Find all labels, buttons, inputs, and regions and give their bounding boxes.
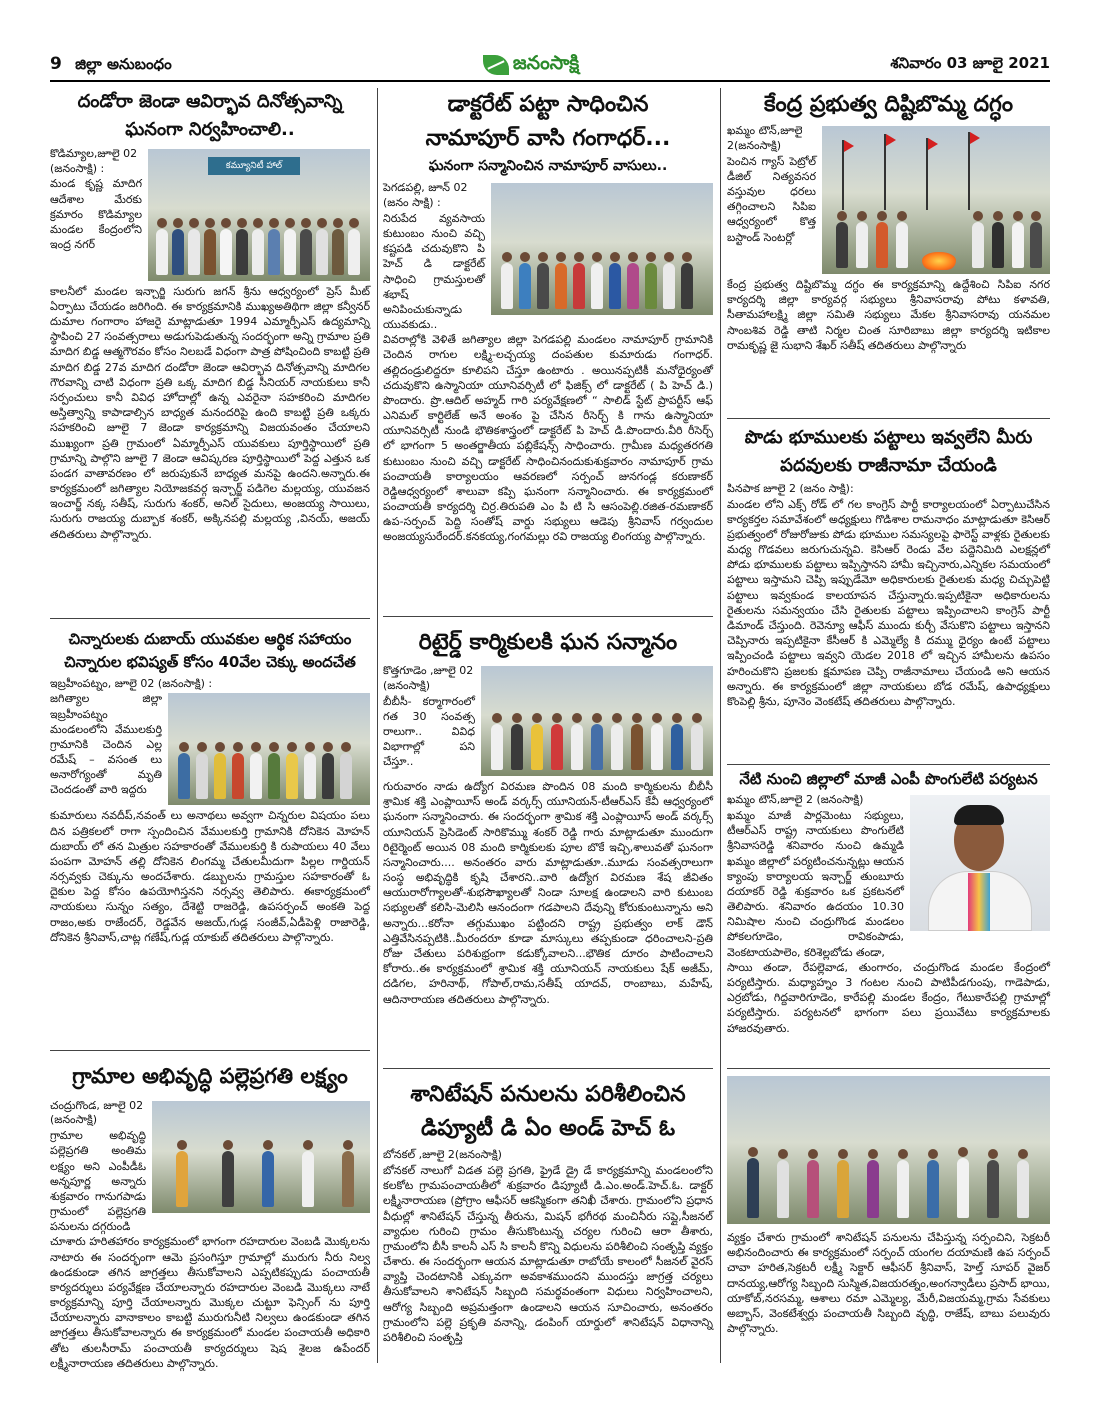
headline-line1: పొడు భూములకు పట్టాలు ఇవ్వలేని మీరు bbox=[744, 427, 1033, 448]
article-body: మండల లోని ఎక్స్ రోడ్ లో గల కాంగ్రెస్ పార్టీ కార్యాలయంలో ఏర్పాటుచేసిన కార్యకర్తల సమావేశంలో అధ్యక్షులు గొడిశాల రామనాధం మాట్లాడుతూ కెసిఆర్ ప్రభుత్వంలో రోజురోజుకు పోడు భూముల సమస్యలపై ఫారెస్ట్ వాళ్లకు రైతులకు మధ్య గొడవలు జరుగుచున్నవి. కెసిఆర్ రెండు వేల పద్దెనిమిది ఎలక్షన్లలో పోడు భూములకు పట్టాలు ఇప్పిస్తానని హామీ ఇచ్చినారు,ఎన్నికల సమయంలో పట్టాలు ఇస్తామని చెప్పి ఇప్పుడేమో అధికారులకు రైతులకు మధ్య చిచ్చుపెట్టి పట్టాలు ఇవ్వకుండ కాలయాపన చేస్తున్నారు.ఇప్పటికైనా అధికారులను రైతులను సమన్వయం చేసి రైతులకు పట్టాలు ఇప్పించాలని కాంగ్రెస్ పార్టీ డిమాండ్ చేస్తుంది. రెవెన్యూ ఆఫీస్ ముందు కుర్చీ వేసుకొని పట్టాలు ఇస్తానని చెప్పినారు ఇప్పటికైనా కేసీఆర్ కి ఎమ్మెల్యే కి దమ్ము ధైర్యం ఉంటే పట్టాలు ఇప్పించండి పట్టాలు ఇవ్వని యెడల 2018 లో ఇచ్చిన హామీలను ఉపసం హరించుకొని ప్రజలకు క్షమాపణ చెప్పి రాజీనామాలు చేయండి అని ఆయన అన్నారు. ఈ కార్యక్రమంలో జిల్లా నాయకులు బోడ రమేష్, ఉపాధ్యక్షులు కొంపెల్లి శ్రీను, పూనెం వెంకటేష్ తదితరులు పాల్గొన్నారు. bbox=[727, 497, 1050, 708]
article-body: కుమారులు నవదీప్,నవంత్ లు అనాథలు అవ్వగా చిన్నరుల విషయం పలు దిన పత్రికలలో రాగా స్పందించిన వేములకుర్తి గ్రామానికి దోనికెన మోహన్ దుబాయ్ లో తన మిత్రుల సహకారంతో వేములకుర్తి కి రుపాయలు 40 వేలు పంపగా మోహన్ తల్లి దోనికెన లింగమ్మ చేతులమీదుగా పిల్లల గార్డియన్ నర్సవ్వకు చెక్కును అందచేశారు. డబ్బులను గ్రామస్తుల సహకారంతో ఓ దైకుల పెద్ద కోసం ఉపయోగిస్తనని నర్సవ్వ తెలిపారు. ఈకార్యక్రమంలో నాయకులు సున్నం సత్యం, దేశెట్టి రాజరెడ్డి, ఉపసర్పంచ్ అంకతి పెద్ద రాజం,అకు రాజేందర్, రెడ్డవేన అజయ్,గుడ్ల సంజీవ్,ఏడీపెళ్లి రాజారెడ్డి, దోనికెన శ్రీనివాస్,చాట్ల గణేష్,గుడ్ల యాకుబ్ తదితరులు పాల్గొన్నారు. bbox=[50, 809, 370, 944]
article-divider bbox=[50, 618, 370, 619]
fire-icon bbox=[922, 252, 956, 270]
article-body: కేంద్ర ప్రభుత్వ దిష్టిబొమ్మ దగ్ధం ఈ కార్యక్రమాన్ని ఉద్దేశించి సిపిఐ నగర కార్యదర్శి జిల్లా కార్యవర్గ సభ్యులు శ్రీనివాసరావు పోటు కళావతి, సీతామహాలక్ష్మి జిల్లా సమితి సభ్యులు మేకల శ్రీనివాసరావు యనమల సాంబశివ రెడ్డి తాటి నిర్మల చింత సూరిబాబు జిల్లా కార్యదర్శి ఇటికాల రామకృష్ణ జై సుభాని శేఖర్ సతీష్ తదితరులు పాల్గొన్నారు bbox=[727, 278, 1050, 352]
article-lead: బీబీసీ- కర్మాగారంలో గత 30 సంవత్స రాలుగా.. వివిధ విభాగాల్లో పని చేస్తూ.. bbox=[383, 694, 475, 769]
headline: గ్రామాల అభివృద్ధి పల్లెప్రగతి లక్ష్యం bbox=[72, 1064, 348, 1088]
article-podu-lands bbox=[727, 424, 1050, 709]
article-lead: గ్రామాల అభివృద్ధి పల్లెప్రగతి అంతిమ లక్ష్యం అని ఎంపీడీఓ అన్నపూర్ణ అన్నారు శుక్రవారం గానుగపాడు గ్రామంలో పల్లెప్రగతి పనులను దగ్గరుండి bbox=[50, 1129, 146, 1234]
article-lead: జగిత్యాల జిల్లా ఇబ్రహీంపట్నం మండలంలోని వేములకుర్తి గ్రామానికి చెందిన ఎల్ల రమేష్ – వసంత లు అనారోగ్యంతో మృతి చెందడంతో వారి ఇద్దరు bbox=[50, 692, 162, 797]
headline-line2: పదవులకు రాజీనామా చేయండి bbox=[780, 454, 997, 476]
headline-line2: నామాపూర్ వాసి గంగాధర్... bbox=[425, 126, 671, 152]
headline-line2: ఘనంగా నిర్వహించాలి.. bbox=[125, 118, 295, 140]
protest-photo bbox=[822, 126, 1050, 274]
column-divider bbox=[377, 88, 378, 1363]
article-effigy-burning bbox=[727, 88, 1050, 353]
issue-date: శనివారం 03 జూలై 2021 bbox=[890, 54, 1050, 72]
article-ponguleti-tour bbox=[727, 768, 1050, 1036]
article-body: వ్యక్తం చేశారు గ్రామంలో శానిటేషన్ పనులను చేపిస్తున్న సర్పంచిని, సెక్రటరీ అభినందించారు ఈ కార్యక్రమంలో సర్పంచ్ యంగల దయామణి ఉప సర్పంచ్ చావా హరిత,సెక్రటరీ లక్ష్మీ సెక్టార్ ఆఫీసర్ శ్రీనివాస్, హెల్త్ సూపర్ వైజర్ దానయ్య,ఆరోగ్య సిబ్బంది సుస్మిత,విజయరత్నం,అంగన్వాడీలు ప్రసాద్ భాయి, యాకోబ్,నరసమ్మ, ఆశాలు రమా ఎమ్మెల్య, మేరీ,విజయమ్మ,గ్రామ సేవకులు అబ్బాస్, వెంకటేశ్వర్లు పంచాయతీ సిబ్బంది వృద్ధి, రాజేష్, బాబు పలువురు పాల్గొన్నారు. bbox=[727, 1231, 1050, 1336]
article-body: సాయి తండా, రేపల్లెవాడ, తుంగారం, చంద్రుగొండ మండల కేంద్రంలో పర్యటిస్తారు. మధ్యాహ్నం 3 గంటల నుంచి పాటిపీడగుంపు, గాడెపాడు, ఎర్రబోడు, గిద్దవారిగూడెం, కారేపల్లి మండల కేంద్రం, గేటుకారేపల్లి గ్రామాల్లో పర్యటిస్తారు. పర్యటనలో భాగంగా పలు ప్రయివేటు కార్యక్రమాలకు హాజరవుతారు. bbox=[727, 960, 1050, 1035]
article-doctorate bbox=[383, 88, 713, 545]
article-divider bbox=[383, 1068, 713, 1069]
article-sanitation-continued bbox=[727, 1076, 1050, 1336]
cheque-handover-photo bbox=[168, 693, 370, 805]
article-divider bbox=[727, 418, 1050, 419]
article-dandora-flag bbox=[50, 88, 370, 542]
column-divider bbox=[720, 88, 721, 1363]
headline-line1: డాక్టరేట్ పట్టా సాధించిన bbox=[447, 92, 649, 117]
page-number: 9 bbox=[50, 53, 62, 74]
article-village-development bbox=[50, 1060, 370, 1371]
article-body: కాలనీలో మండల ఇన్చార్జి సురుగు జగన్ శ్రీను ఆధ్వర్యంలో ప్రెస్ మీట్ ఏర్పాటు చేయడం జరిగింది. ఈ కార్యక్రమానికి ముఖ్యఅతిథిగా జిల్లా కన్వీనర్ దుమాల గంగారాం హాజరై మాట్లాడుతూ 1994 ఎమ్మార్పీఎస్ ఉద్యమాన్ని స్థాపించి 27 సంవత్సరాలు అడుగుపెడుతున్న సందర్భంగా అన్ని గ్రామాల ప్రతి మాదిగ బిడ్డ ఆత్మగౌరవం కోసం నిలబడే విధంగా పాత్ర పోషించింది కాబట్టి ప్రతి మాదిగ బిడ్డ 27వ మాదిగ దండోరా జెండా ఆవిర్భావ దినోత్సవాన్ని మాదిగల గౌరవాన్ని చాటి విధంగా ప్రతి ఒక్క మాదిగ బిడ్డ సీనియర్ నాయకులు కానీ సర్పంచులు కానీ వివిధ హోదాల్లో ఉన్న ఎవరైనా సహకరించి మాదిగల అస్తిత్వాన్ని కాపాడాల్సిన బాధ్యత మనందరిపై ఉంది కాబట్టి ప్రతి ఒక్కరు సహకరించి జూలై 7 జెండా కార్యక్రమాన్ని విజయవంతం చేయాలని ముఖ్యంగా ప్రతి గ్రామంలో ఏమ్మార్పీఎస్ యువకులు పూర్తిస్థాయిలో ప్రతి గ్రామాన్ని పాల్గొని జూలై 7 జెండా ఆవిష్కరణ పూర్తిస్థాయిలో పెద్ద ఎత్తున ఒక పండగ వాతావరణం లో జరుపుకునే బాధ్యత మనపై ఉందని.అన్నారు.ఈ కార్యక్రమంలో జగిత్యాల నియోజకవర్గ ఇన్చార్జ్ పడిగెల మల్లయ్య, యువజన ఇంచార్జ్ నక్క సతీష్, సురుగు శంకర్, అనిల్ సైదులు, అంజయ్య సాయిలు, సురుగు రాజయ్య దుబ్బాక శంకర్, అక్కినపల్లి మల్లయ్య ,వినయ్, అజయ్ తదితరులు పాల్గొన్నారు. bbox=[50, 284, 370, 541]
building-sign: కమ్యూనిటీ హాల్ bbox=[208, 157, 300, 175]
article-body: గురువారం నాడు ఉద్యోగ విరమణ పొందిన 08 మంది కార్మికులను బీబీసీ శ్రామిక శక్తి ఎంప్లాయీస్ అండ్ వర్కర్స్ యూనియన్-టీఆర్ఎస్ కేవీ ఆధ్వర్యంలో ఘనంగా సన్మానించారు. ఈ సందర్భంగా శ్రామిక శక్తి ఎంప్లాయీస్ అండ్ వర్కర్స్ యూనియన్ ప్రెసిడెంట్ సారికొమ్ము శంకర్ రెడ్డి గారు మాట్లాడుతూ ముందుగా రిటైర్మెంట్ అయిన 08 మంది కార్మికులకు పూల బొకే ఇచ్చి,శాలువతో ఘనంగా సన్మానించారు.... అనంతరం వారు మాట్లాడుతూ..మూడు సంవత్సరాలుగా సంస్థ అభివృద్ధికి కృషి చేశారని..వారి ఉద్యోగ విరమణ శేష జీవితం ఆయురారోగ్యాలతో-శుభసౌఖ్యాలతో నిండా సూలక్ష ఉండాలని వారి కుటుంబ సభ్యులతో కలిసి-మెలిసి ఆనందంగా గడపాలని దేవున్ని కోరుకుంటున్నాను అని అన్నారు...కరోనా తగ్గుముఖం పట్టిందని రాష్ట్ర ప్రభుత్వం లాక్ డౌన్ ఎత్తివేసినప్పటికి..మీరందరూ కూడా మాస్కులు తప్పకుండా ధరించాలని-ప్రతి రోజు చేతులు పరిశుభ్రంగా కడుక్కోవాలని...భౌతిక దూరం పాటించాలని కోరారు..ఈ కార్యక్రమంలో శ్రామిక శక్తి యూనియన్ నాయకులు షేక్ అజీమ్, దడిగల, హరినాథ్, గోపాల్,రామ,సతీష్ యాదవ్, రాంబాబు, మహేష్, ఆదినారాయణ తదితరులు పాల్గొన్నారు. bbox=[383, 780, 713, 1006]
retirement-photo bbox=[481, 666, 713, 776]
dateline: పినపాక జూలై 2 (జనం సాక్షి): bbox=[727, 481, 854, 495]
leaf-logo-icon bbox=[483, 55, 509, 75]
section-name: జిల్లా అనుబంధం bbox=[75, 54, 172, 73]
headline-line1: దండోరా జెండా ఆవిర్భావ దినోత్సవాన్ని bbox=[77, 91, 343, 112]
article-divider bbox=[727, 1068, 1050, 1069]
article-lead: నిరుపేద వ్యవసాయ కుటుంబం నుంచి వచ్చి కష్టపడి చదువుకొని పి హెచ్ డి డాక్టరేట్ సాధించి గ్రామస్తులతో శభాష్ అనిపించుకున్నాడు యువకుడు.. bbox=[383, 211, 485, 332]
article-sanitation-inspection bbox=[383, 1078, 713, 1345]
article-dubai-aid bbox=[50, 628, 370, 945]
group-photo bbox=[148, 149, 370, 281]
article-body: చూశారు హరితహారం కార్యక్రమంలో భాగంగా రహదారుల వెంబడి మొక్కలను నాటారు ఈ సందర్భంగా ఆమె ప్రసంగిస్తూ గ్రామాల్లో మురుగు నీరు నిల్వ ఉండకుండా తగిన జాగ్రత్తలు తీసుకోవాలని ఎప్పటికప్పుడు పంచాయతీ కార్యదర్శులు పర్యవేక్షణ చేయాలన్నారు రహదారుల వెంబడి మొక్కలు నాటే కార్యక్రమాన్ని పూర్తి చేయాలన్నారు మొక్కల చుట్టూ ఫెన్సింగ్ ను పూర్తి చేయాలన్నారు వానాకాలం కాబట్టి మురుగునీటి నిల్వలు ఉండకుండా తగిన జాగ్రత్తలు తీసుకోవాలన్నారు ఈ కార్యక్రమంలో మండల పంచాయతీ అధికారి తోట తులసీరామ్ పంచాయతీ కార్యదర్శులు షెష శైలజ ఉపేందర్ లక్ష్మీనారాయణ తదితరులు పాల్గొన్నారు. bbox=[50, 1235, 370, 1370]
headline-line2: చిన్నారుల భవిష్యత్ కోసం 40వేల చెక్కు అందచేత bbox=[64, 653, 356, 672]
headline: నేటి నుంచి జిల్లాలో మాజీ ఎంపీ పొంగులేటి పర్యటన bbox=[739, 770, 1038, 788]
article-divider bbox=[383, 616, 713, 617]
article-divider bbox=[50, 1050, 370, 1051]
dateline: బోనకల్ ,జూలై 2(జనంసాక్షి) bbox=[383, 1148, 502, 1162]
headline: రిటైర్డ్ కార్మికులకి ఘన సన్మానం bbox=[418, 630, 678, 655]
dateline: పెగడపల్లి, జూన్ 02 (జనం సాక్షి) : bbox=[383, 181, 468, 210]
dateline: కొత్తగూడెం ,జూలై 02 (జనంసాక్షి) bbox=[383, 664, 474, 692]
article-lead: పెంచిన గ్యాస్ పెట్రోల్ డీజిల్ నిత్యవసర వస్తువుల ధరలు తగ్గించాలని సిపిఐ ఆధ్వర్యంలో కొత్త బస్టాండ్ సెంటర్లో bbox=[727, 154, 816, 244]
page-header bbox=[50, 50, 1050, 82]
article-retired-workers bbox=[383, 626, 713, 1007]
article-divider bbox=[727, 764, 1050, 765]
headline-line1: శానిటేషన్ పనులను పరిశీలించిన bbox=[410, 1082, 686, 1107]
dateline: చంద్రుగొండ, జూలై 02 (జనంసాక్షి) bbox=[50, 1098, 144, 1127]
dateline: ఇబ్రహీంపట్నం, జూలై 02 (జనంసాక్షి) : bbox=[50, 676, 213, 690]
inspection-photo bbox=[727, 1076, 1050, 1224]
plantation-photo bbox=[152, 1101, 370, 1213]
dateline: ఖమ్మం టౌన్,జూలై 2(జనంసాక్షి) bbox=[727, 124, 803, 152]
dateline: కొడిమ్యాల,జూలై 02 (జనంసాక్షి) : bbox=[50, 146, 138, 175]
header-left bbox=[50, 54, 172, 77]
politician-portrait bbox=[910, 795, 1050, 931]
article-lead: మండ కృష్ణ మాదిగ ఆదేశాల మేరకు క్రమారం కొడిమ్యాల మండల కేంద్రంలోని ఇంద్ర నగర్ bbox=[50, 177, 142, 252]
article-body: బోనకల్ నాలుగో విడత పల్లె ప్రగతి, ఫ్రైడే డ్రై డే కార్యక్రమాన్ని మండలంలోని కలకోట గ్రామపంచాయతీలో శుక్రవారం డిప్యూటీ డి.ఎం.అండ్.హెచ్.ఓ. డాక్టర్ లక్ష్మీనారాయణ (ప్రోగ్రాం ఆఫీసర్ ఆకస్మికంగా తనిఖీ చేశారు. గ్రామంలోని ప్రధాన వీధుల్లో శానిటేషన్ చేస్తున్న తీరును, మిషన్ భగీరథ మంచినీరు సప్లై,సీజనల్ వ్యాధుల గురించి గ్రామం తీసుకొంటున్న చర్యల గురించి ఆరా తీశారు, గ్రామంలోని బీసీ కాలనీ ఎస్ సి కాలనీ కొన్ని విధులను పరిశీలించి సంతృప్తి వ్యక్తం చేశారు. ఈ సందర్భంగా ఆయన మాట్లాడుతూ రాబోయే కాలంలో సీజనల్ వైరస్ వ్యాప్తి చెందటానికి ఎక్కువగా అవకాశముందని ముందస్తు జాగ్రత్త చర్యలు తీసుకోవాలని శానిటేషన్ సిబ్బంది సమర్థవంతంగా విధులు నిర్వహించాలని, ఆరోగ్య సిబ్బంది అప్రమత్తంగా ఉండాలని ఆయన సూచించారు, అనంతరం గ్రామంలోని పల్లె ప్రకృతి వనాన్ని, డంపింగ్ యార్డులో శానిటేషన్ విధానాన్ని పరిశీలించి సంతృప్తి bbox=[383, 1164, 713, 1344]
article-lead: ఖమ్మం మాజీ పార్లమెంటు సభ్యులు, టీఆర్ఎస్ రాష్ట్ర నాయకులు పొంగులేటి శ్రీనివాసరెడ్డి శనివారం నుంచి ఉమ్మడి ఖమ్మం జిల్లాలో పర్యటించనున్నట్లు ఆయన క్యాంపు కార్యాలయ ఇన్చార్జ్ తుంబూరు దయాకర్ రెడ్డి శుక్రవారం ఒక ప్రకటనలో తెలిపారు. శనివారం ఉదయం 10.30 నిమిషాల నుంచి చంద్రుగొండ మండలం పోకలగూడెం, రావికంపాడు, వెంకటాయపాలెం, కరిశెల్లబోడు తండా, bbox=[727, 809, 904, 959]
subheadline: ఘనంగా సన్మానించిన నామాపూర్ వాసులు.. bbox=[428, 158, 668, 175]
headline: కేంద్ర ప్రభుత్వ దిష్టిబొమ్మ దగ్ధం bbox=[764, 92, 1013, 117]
dateline: ఖమ్మం టౌన్,జూలై 2 (జనంసాక్షి) bbox=[727, 793, 864, 807]
headline-line1: చిన్నారులకు దుబాయ్ యువకుల ఆర్థిక సహాయం bbox=[68, 630, 352, 648]
felicitation-photo bbox=[491, 183, 713, 315]
headline-line2: డిప్యూటీ డి ఏం అండ్ హెచ్ ఓ bbox=[420, 1116, 676, 1142]
masthead-name: జనంసాక్షి bbox=[512, 51, 580, 74]
masthead bbox=[483, 52, 579, 79]
article-body: వివరాల్లోకి వెళితే జగిత్యాల జిల్లా పెగడపల్లి మండలం నామాపూర్ గ్రామానికి చెందిన రాగుల లక్ష్మి-లచ్చయ్య దంపతుల కుమారుడు గంగాధర్. తల్లిదండ్రులిద్దరూ కూలిపని చేస్తూ ఉంటారు . అయినప్పటికీ మనోధైర్యంతో చదువుకొని ఉస్మానియా యూనివర్సిటీ లో ఫిజిక్స్ లో డాక్టరేట్ ( పి హెచ్ డి.) పొందారు. ప్రొ.ఆదిల్ అహ్మద్ గారి పర్యవేక్షణలో “ సాలిడ్ స్టేట్ ప్రాపర్టీస్ ఆఫ్ ఎనిమల్ కార్టిలేజ్ అనే అంశం పై చేసిన రీసెర్చ్ కి గాను ఉస్మానియా యూనివర్సిటీ నుండి భౌతికశాస్త్రంలో డాక్టరేట్ పి హెచ్ డి.పొందారు.వీరి రీసెర్చ్ లో భాగంగా 5 అంతర్జాతీయ పబ్లికేషన్స్ సాధించారు. గ్రామీణ మధ్యతరగతి కుటుంబం నుంచి వచ్చి డాక్టరేట్ సాధించినందుకుశుక్రవారం నామాపూర్ గ్రామ పంచాయతీ కార్యాలయం ఆవరణలో సర్పంచ్ జునగండ్ల కరుణాకర్ రెడ్డిఆధ్వర్యంలో శాలువా కప్పి ఘనంగా సన్మానించారు. ఈ కార్యక్రమంలో పంచాయతీ కార్యదర్శి చిర్ర.తిరుపతి ఎం పి టి సి ఆసంపెల్లి.రజిత-రమణాకర్ ఉప-సర్పంచ్ పెద్ది సంతోష్ వార్డు సభ్యులు ఆడెపు శ్రీనివాస్ గర్వందుల అంజయ్యసురేందర్.కనకయ్య,గంగమల్లు రవి రాజయ్య లింగయ్య పాల్గొన్నారు. bbox=[383, 333, 713, 544]
